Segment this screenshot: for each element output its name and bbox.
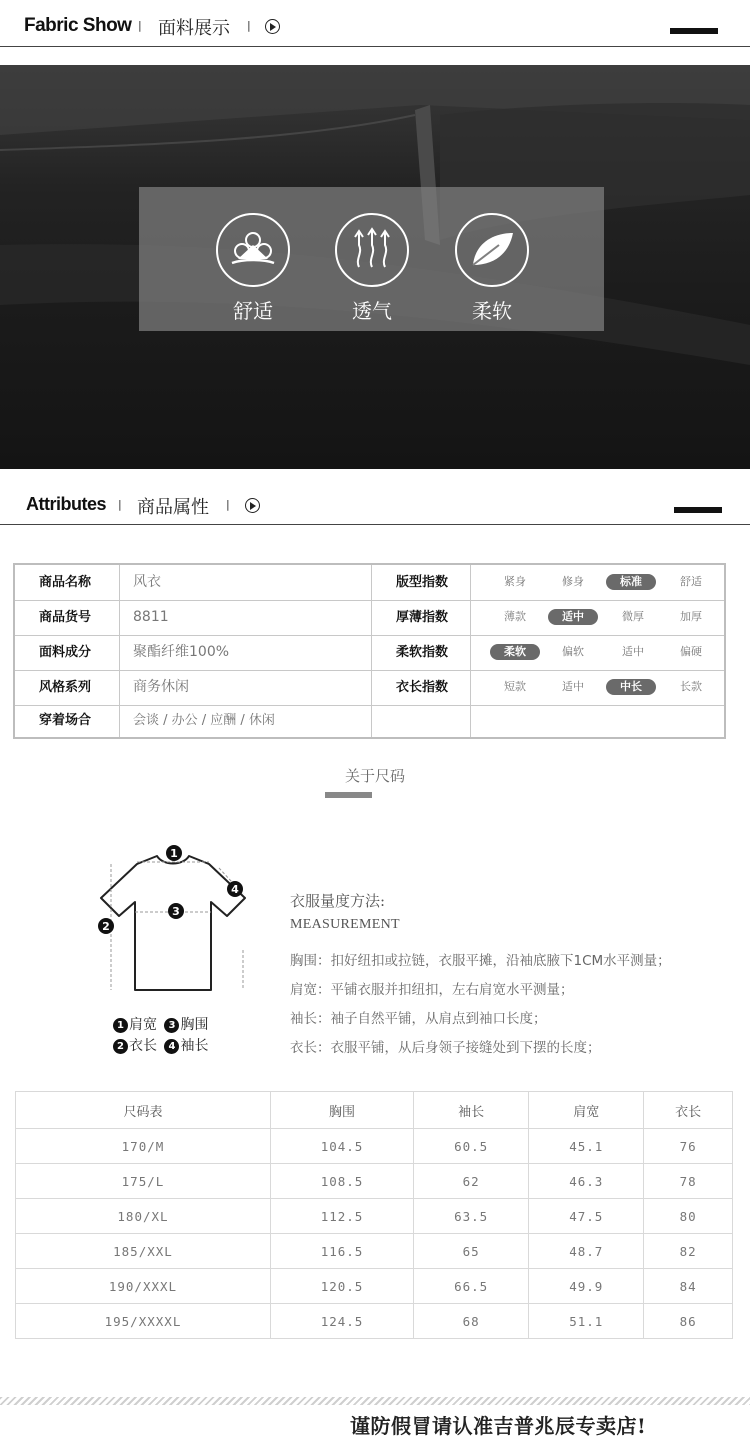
shoulder-cell: 47.5 — [529, 1199, 644, 1234]
separator: | — [118, 498, 122, 511]
size-cell: 170/M — [16, 1129, 271, 1164]
length-option: 短款 — [504, 680, 526, 693]
header-dash — [674, 507, 722, 513]
sleeve-cell: 60.5 — [414, 1129, 529, 1164]
section-title-en: Fabric Show — [24, 15, 132, 36]
attribute-value: 风衣 — [133, 574, 161, 590]
table-row — [16, 1234, 733, 1269]
fabric-photo — [0, 65, 750, 469]
fit-option-selected: 标准 — [606, 574, 656, 590]
measurement-method — [290, 890, 740, 1056]
softness-option: 偏硬 — [680, 645, 702, 658]
index-label: 衣长指数 — [396, 680, 449, 695]
anti-counterfeit-notice: 谨防假冒请认准吉普兆辰专卖店! — [350, 1414, 647, 1438]
length-cell: 78 — [644, 1164, 733, 1199]
method-title: 衣服量度方法: — [290, 892, 386, 910]
size-cell: 185/XXL — [16, 1234, 271, 1269]
chest-cell: 116.5 — [270, 1234, 413, 1269]
feature-breathable — [335, 213, 409, 324]
badge-number: 3 — [172, 905, 180, 918]
index-label: 厚薄指数 — [396, 610, 449, 625]
feature-label: 柔软 — [472, 299, 512, 323]
shoulder-cell: 49.9 — [529, 1269, 644, 1304]
number-badge-3 — [168, 903, 184, 919]
number-badge-4 — [227, 881, 243, 897]
method-line: 肩宽：平铺衣服并扣纽扣，左右肩宽水平测量； — [290, 982, 574, 998]
softness-option: 偏软 — [562, 645, 584, 658]
index-label: 版型指数 — [396, 575, 449, 590]
attribute-key: 风格系列 — [39, 680, 92, 695]
shoulder-cell: 45.1 — [529, 1129, 644, 1164]
column-header: 胸围 — [270, 1092, 413, 1129]
legend-number: 4 — [164, 1039, 179, 1054]
chest-cell: 112.5 — [270, 1199, 413, 1234]
thickness-option: 微厚 — [622, 610, 644, 623]
sleeve-cell: 62 — [414, 1164, 529, 1199]
attribute-value: 商务休闲 — [133, 679, 189, 695]
column-header: 肩宽 — [529, 1092, 644, 1129]
size-table-header — [16, 1092, 733, 1129]
diagram-legend-row-1 — [113, 1014, 208, 1034]
size-cell: 190/XXXL — [16, 1269, 271, 1304]
separator: | — [247, 19, 251, 32]
attribute-row — [15, 565, 724, 601]
badge-number: 4 — [231, 883, 239, 896]
shoulder-cell: 48.7 — [529, 1234, 644, 1269]
number-badge-2 — [98, 918, 114, 934]
table-row — [16, 1164, 733, 1199]
separator: | — [138, 19, 142, 32]
feature-label: 舒适 — [233, 299, 273, 323]
feature-soft — [455, 213, 529, 324]
badge-number: 2 — [102, 920, 110, 933]
legend-label: 胸围 — [180, 1017, 209, 1033]
fabric-show-header — [0, 0, 750, 48]
length-option: 适中 — [562, 680, 584, 693]
sleeve-cell: 66.5 — [414, 1269, 529, 1304]
table-row — [16, 1129, 733, 1164]
play-icon — [245, 498, 260, 513]
legend-label: 肩宽 — [129, 1017, 157, 1033]
method-line: 衣长：衣服平铺，从后身领子接缝处到下摆的长度； — [290, 1040, 601, 1056]
tshirt-diagram — [95, 840, 255, 1000]
legend-label: 袖长 — [180, 1038, 209, 1054]
section-title-en: Attributes — [26, 494, 106, 514]
size-section-title: 关于尺码 — [344, 767, 405, 785]
length-cell: 86 — [644, 1304, 733, 1339]
size-cell: 180/XL — [16, 1199, 271, 1234]
number-badge-1 — [166, 845, 182, 861]
index-label: 柔软指数 — [396, 645, 449, 660]
attribute-value: 会谈 / 办公 / 应酬 / 休闲 — [133, 713, 275, 728]
fit-option: 舒适 — [680, 575, 702, 588]
attribute-value: 8811 — [133, 609, 169, 625]
feature-label: 透气 — [352, 299, 392, 323]
divider-stripe — [0, 1397, 750, 1405]
chest-cell: 124.5 — [270, 1304, 413, 1339]
attribute-row — [15, 635, 724, 671]
features-panel — [139, 187, 604, 331]
length-option: 长款 — [680, 680, 702, 693]
attributes-table — [13, 563, 726, 739]
table-row — [16, 1269, 733, 1304]
chest-cell: 120.5 — [270, 1269, 413, 1304]
breathable-arrows-icon — [335, 213, 409, 287]
legend-number: 3 — [164, 1018, 179, 1033]
legend-number: 2 — [113, 1039, 128, 1054]
thickness-option: 加厚 — [680, 610, 702, 623]
thickness-option: 薄款 — [504, 610, 526, 623]
softness-option-selected: 柔软 — [490, 644, 540, 660]
cotton-flower-icon — [216, 213, 290, 287]
shoulder-cell: 46.3 — [529, 1164, 644, 1199]
fit-option: 修身 — [562, 575, 584, 588]
method-subtitle: MEASUREMENT — [290, 917, 400, 932]
play-icon — [265, 19, 280, 34]
size-table — [15, 1091, 733, 1339]
softness-option: 适中 — [622, 645, 644, 658]
section-title-cn: 面料展示 — [158, 18, 230, 39]
size-cell: 175/L — [16, 1164, 271, 1199]
attribute-row — [15, 705, 724, 737]
feature-comfort — [216, 213, 290, 324]
method-line: 胸围：扣好纽扣或拉链，衣服平摊，沿袖底腋下1CM水平测量； — [290, 953, 671, 969]
method-line: 袖长：袖子自然平铺，从肩点到袖口长度； — [290, 1011, 547, 1027]
length-cell: 76 — [644, 1129, 733, 1164]
title-underline — [325, 792, 372, 798]
badge-number: 1 — [170, 847, 178, 860]
column-header: 衣长 — [644, 1092, 733, 1129]
soft-feather-icon — [455, 213, 529, 287]
attributes-header — [0, 478, 750, 526]
attribute-row — [15, 600, 724, 636]
header-rule — [0, 46, 750, 47]
diagram-legend-row-2 — [113, 1035, 208, 1055]
header-rule — [0, 524, 750, 525]
attribute-row — [15, 670, 724, 706]
length-cell: 80 — [644, 1199, 733, 1234]
fit-option: 紧身 — [504, 575, 526, 588]
shoulder-cell: 51.1 — [529, 1304, 644, 1339]
column-header: 尺码表 — [16, 1092, 271, 1129]
length-cell: 82 — [644, 1234, 733, 1269]
column-header: 袖长 — [414, 1092, 529, 1129]
thickness-option-selected: 适中 — [548, 609, 598, 625]
legend-label: 衣长 — [129, 1038, 157, 1054]
sleeve-cell: 63.5 — [414, 1199, 529, 1234]
separator: | — [226, 498, 230, 511]
attribute-key: 商品名称 — [39, 575, 92, 590]
table-row — [16, 1304, 733, 1339]
sleeve-cell: 65 — [414, 1234, 529, 1269]
size-cell: 195/XXXXL — [16, 1304, 271, 1339]
table-row — [16, 1199, 733, 1234]
attribute-key: 商品货号 — [39, 610, 92, 625]
length-option-selected: 中长 — [606, 679, 656, 695]
sleeve-cell: 68 — [414, 1304, 529, 1339]
header-dash — [670, 28, 718, 34]
attribute-key: 面料成分 — [39, 645, 92, 660]
attribute-key: 穿着场合 — [39, 713, 92, 728]
chest-cell: 104.5 — [270, 1129, 413, 1164]
section-title-cn: 商品属性 — [137, 497, 209, 518]
attribute-value: 聚酯纤维100% — [133, 644, 230, 660]
chest-cell: 108.5 — [270, 1164, 413, 1199]
length-cell: 84 — [644, 1269, 733, 1304]
legend-number: 1 — [113, 1018, 128, 1033]
